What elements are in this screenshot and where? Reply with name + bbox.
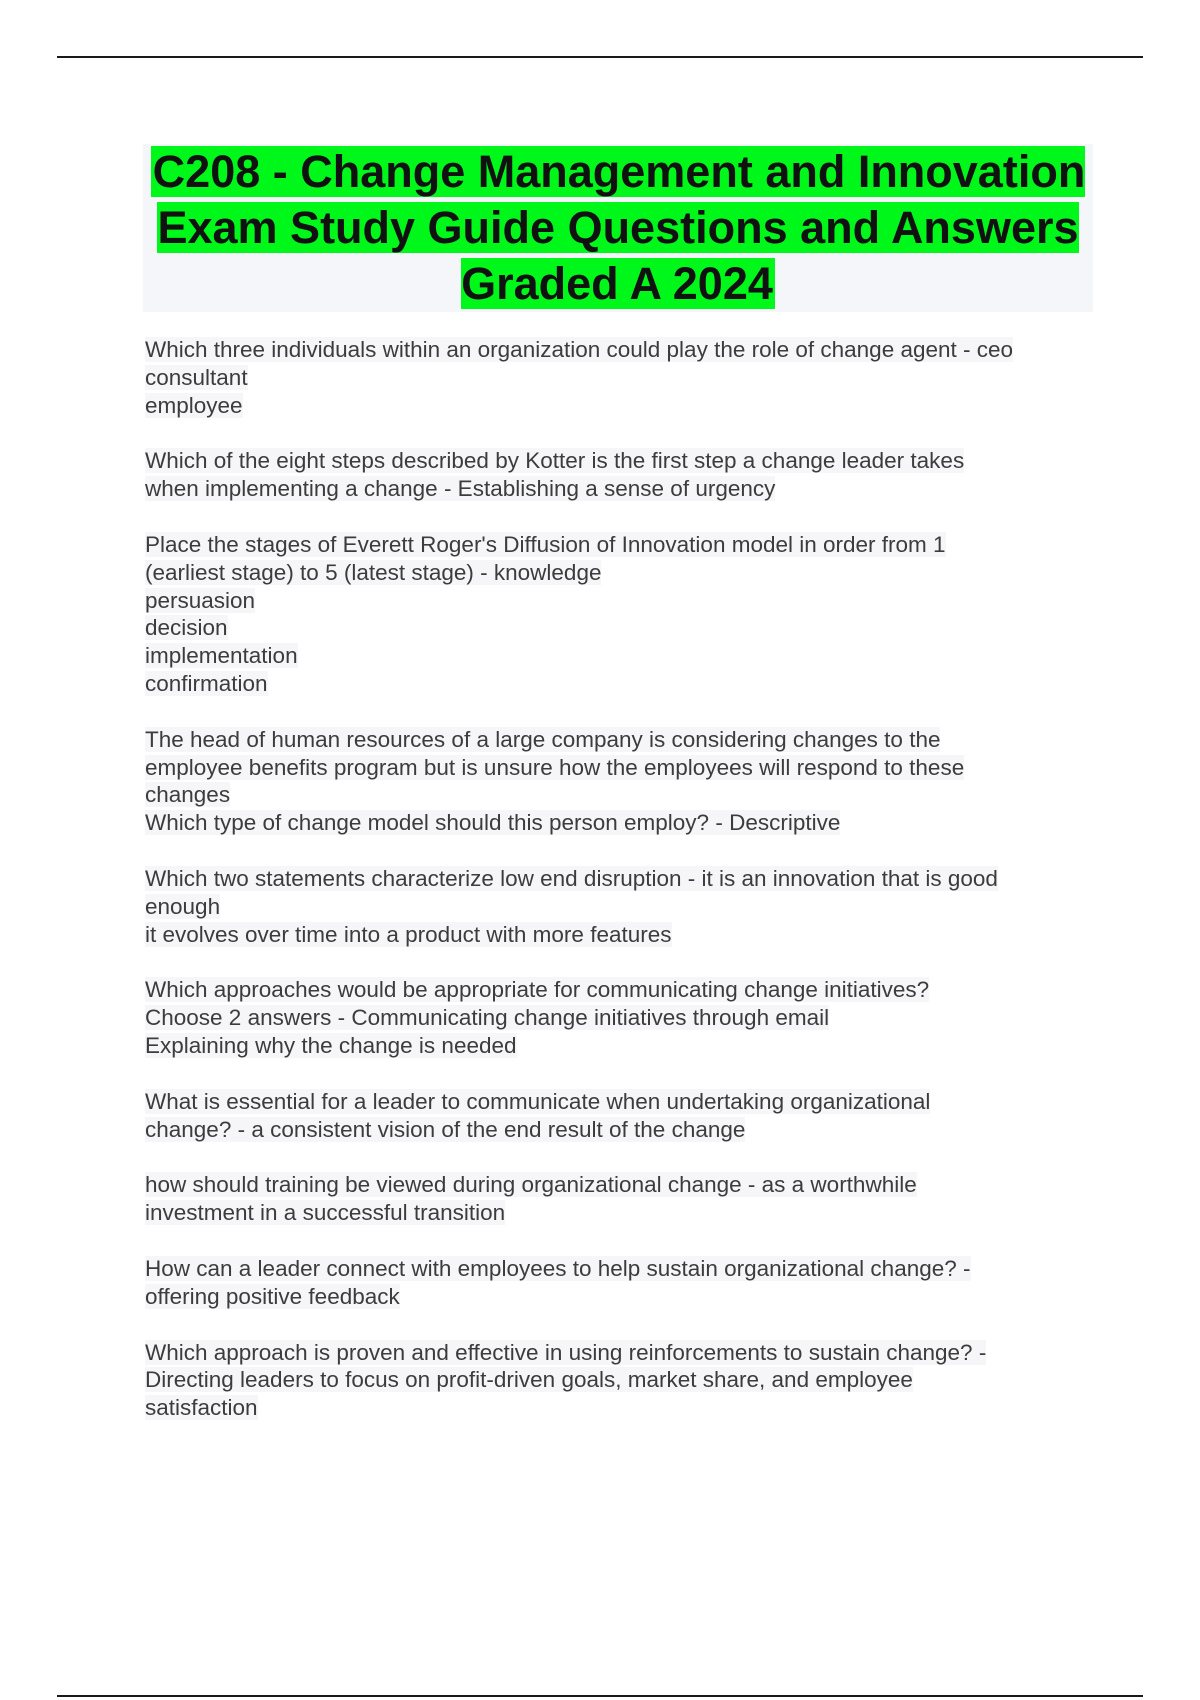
qa-item-8 [145,1171,1095,1227]
qa-text: What is essential for a leader to communicate when undertaking organizational change? - a consistent vision of the end result of the change [145,1088,931,1142]
qa-text: Which two statements characterize low end disruption - it is an innovation that is good enough it evolves over time into a product with more features [145,865,998,947]
qa-text: Which of the eight steps described by Kotter is the first step a change leader takes when implementing a change - Establishing a sense of urgency [145,448,965,502]
qa-item-3 [145,531,1095,698]
qa-item-7 [145,1088,1095,1144]
qa-text: Which approaches would be appropriate for communicating change initiatives? Choose 2 answers - Communicating change initiatives through email Explaining why the change is needed [145,977,930,1058]
qa-text: How can a leader connect with employees to help sustain organizational change? - offering positive feedback [145,1255,971,1309]
top-rule [57,56,1143,58]
qa-item-6 [145,976,1095,1059]
title-highlight: C208 - Change Management and Innovation Exam Study Guide Questions and Answers Graded A 2024 [152,146,1086,309]
qa-text: The head of human resources of a large company is considering changes to the employee benefits program but is unsure how the employees will respond to these changes Which type of change model should this person employ? - Descriptive [145,726,965,836]
title-block [143,144,1093,312]
qa-text: Which approach is proven and effective in using reinforcements to sustain change? - Directing leaders to focus on profit-driven goals, market share, and employee satisfaction [145,1339,987,1421]
qa-item-5 [145,865,1095,948]
document-title [143,144,1093,312]
qa-text: Place the stages of Everett Roger's Diffusion of Innovation model in order from 1 (earliest stage) to 5 (latest stage) - knowledge persuasion decision implementation confirmation [145,531,946,696]
qa-text: Which three individuals within an organization could play the role of change agent - ceo consultant employee [145,337,1014,418]
qa-item-9 [145,1255,1095,1311]
qa-item-2 [145,447,1095,503]
qa-item-10 [145,1339,1095,1422]
qa-item-1 [145,336,1095,419]
qa-item-4 [145,726,1095,837]
bottom-rule [57,1695,1143,1697]
qa-list [145,336,1095,1450]
qa-text: how should training be viewed during organizational change - as a worthwhile investment in a successful transition [145,1172,917,1226]
